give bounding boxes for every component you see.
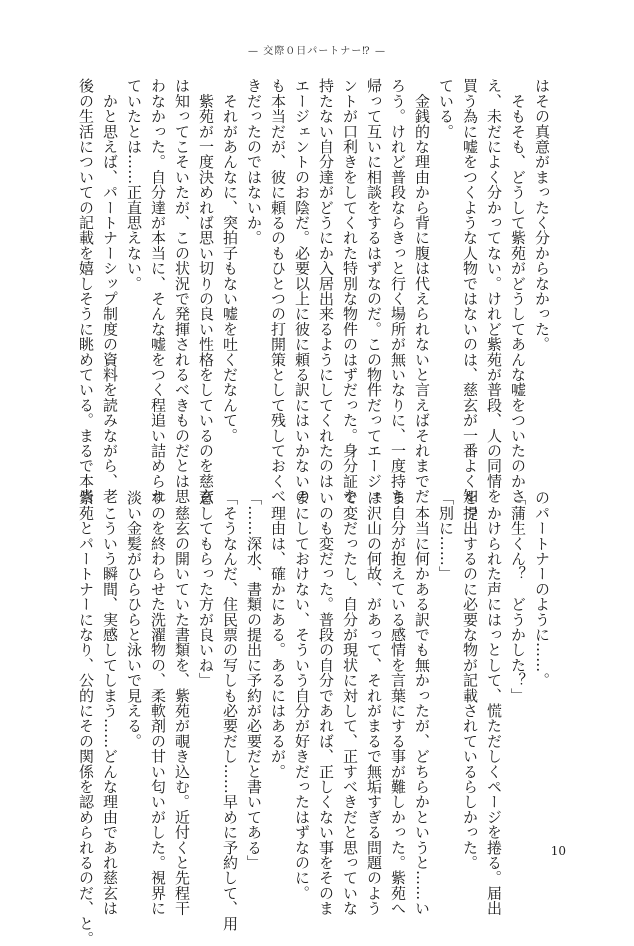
text-column: きだったのではないか。 <box>245 78 263 246</box>
text-column: そもそも、どうして紫苑がどうしてあんな嘘をついたのかさ <box>509 78 527 504</box>
text-column: 金銭的な理由から背に腹は代えられないと言えばそれまでだ <box>413 78 431 504</box>
text-column: 紫苑が一度決めれば思い切りの良い性格をしているのを慈玄 <box>197 78 215 504</box>
text-column: まにしておけない、そういう自分が好きだったはずなのに。 <box>293 490 311 901</box>
text-column: かけられた声にはっとして、慌ただしくページを捲る。届出 <box>485 490 503 916</box>
text-column: は知ってこそいたが、この状況で発揮されるべきものだとは思 <box>173 78 191 504</box>
text-column: ている。 <box>437 78 455 139</box>
text-column: も本当だが、彼に頼るのもひとつの打開策として残しておくべ <box>269 78 287 504</box>
text-column: ていたとは……正直思えない。 <box>125 78 143 291</box>
text-column: 「別に……」 <box>437 490 455 582</box>
text-column: エージェントのお陰だ。必要以上に彼に頼る訳にはいかないの <box>293 78 311 504</box>
text-column: すのを終わらせた洗濯物の、柔軟剤の甘い匂いがした。視界に <box>149 490 167 916</box>
text-column: はその真意がまったく分からなかった。 <box>533 78 551 352</box>
text-column: ま自分が抱えている感情を言葉にする事が難しかった。紫苑へ <box>389 490 407 916</box>
text-column: かと思えば、パートナーシップ制度の資料を読みながら、老 <box>101 78 119 504</box>
text-column: ントが口利きをしてくれた特別な物件のはずだった。身分証を <box>341 78 359 504</box>
running-head: — 交際０日パートナー⁉ — <box>248 46 386 57</box>
upper-text-block <box>74 78 554 519</box>
text-column: 「そうなんだ、住民票の写しも必要だし……早めに予約して、用 <box>221 490 239 931</box>
text-column: 買う為に嘘をつくような人物ではないのは、慈玄が一番よく知っ <box>461 78 479 519</box>
text-column: いのも変だった。普段の自分であれば、正しくない事をそのま <box>317 490 335 916</box>
text-column: 理由は、確かにある。あるにはあるが。 <box>269 490 287 779</box>
text-column: 紫苑とパートナーになり、公的にその関係を認められるのだ、と。 <box>77 490 95 946</box>
text-column: のパートナーのように……。 <box>533 490 551 688</box>
text-column: 意してもらった方が良いね」 <box>197 490 215 688</box>
text-column: 後の生活についての記載を嬉しそうに眺めている。まるで本当 <box>77 78 95 504</box>
lower-text-block <box>74 490 554 946</box>
text-column: こういう瞬間、実感してしまう……どんな理由であれ慈玄は <box>101 490 119 916</box>
text-column: 淡い金髪がひらひらと泳いで見える。 <box>125 490 143 749</box>
text-column: 「蒲生くん？ どうかした？」 <box>509 490 527 703</box>
text-column: それがあんなに、突拍子もない嘘を吐くだなんて。 <box>221 78 239 443</box>
text-column: を提出するのに必要な物が記載されているらしかった。 <box>461 490 479 870</box>
text-column: 帰って互いに相談をするはずなのだ。この物件だってエージェ <box>365 78 383 504</box>
text-column: わなかった。自分達が本当に、そんな嘘をつく程追い詰められ <box>149 78 167 504</box>
text-column: で変だったし、自分が現状に対して、正すべきだと思っていな <box>341 490 359 916</box>
text-column: 本当に何かある訳でも無かったが、どちらかというと……い <box>413 490 431 916</box>
text-column: 慈玄の開いていた書類を、紫苑が覗き込む。近付くと先程干 <box>173 490 191 916</box>
text-column: え、未だによく分かってない。けれど紫苑が普段、人の同情を <box>485 78 503 504</box>
page-number: 10 <box>550 844 566 858</box>
text-column: 持たない自分達がどうにか入居出来るようにしてくれたのは <box>317 78 335 489</box>
text-column: は沢山の何故、があって、それがまるで無垢すぎる問題のよう <box>365 490 383 916</box>
text-column: 「……深水、書類の提出に予約が必要だと書いてある」 <box>245 490 263 870</box>
text-column: ろう。けれど普段ならきっと行く場所が無いなりに、一度持ち <box>389 78 407 504</box>
